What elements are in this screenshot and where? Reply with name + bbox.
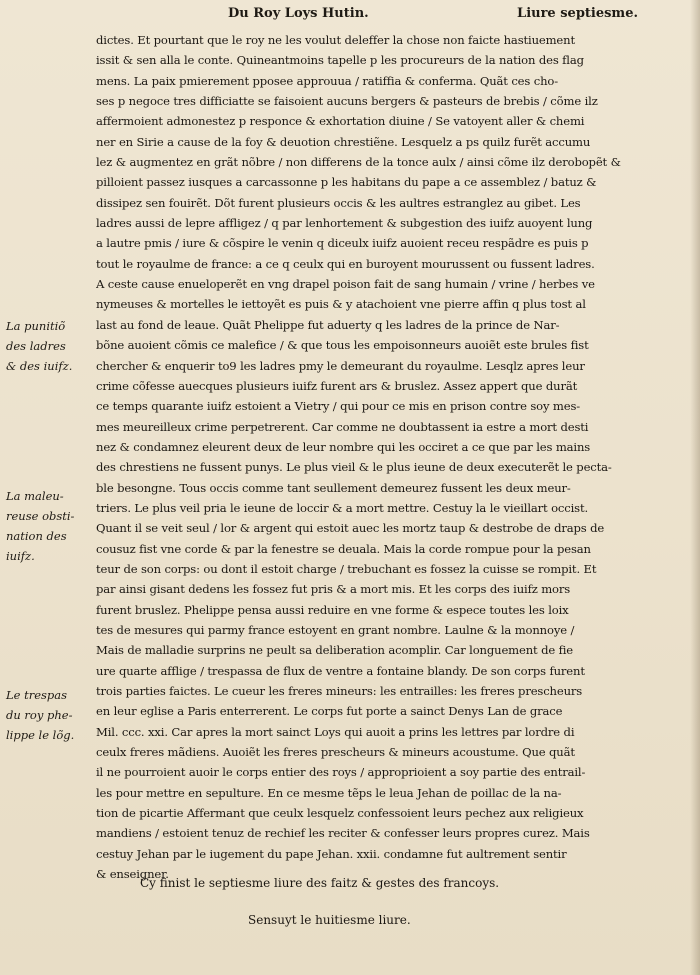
- running-head: [228, 6, 638, 24]
- margin-note-ladres: [6, 316, 90, 376]
- text-line: affermoient admonestez p responce & exhortation diuine / Se vatoyent aller & chemi: [96, 114, 585, 129]
- text-line: ble besongne. Tous occis comme tant seullement demeurez fussent les deux meur-: [96, 480, 571, 495]
- text-line: bõne auoient cõmis ce malefice / & que tous les empoisonneurs auoiẽt este brules fist: [96, 338, 589, 353]
- text-line: furent bruslez. Phelippe pensa aussi reduire en vne forme & espece toutes les loix: [96, 602, 569, 617]
- next-book-heading: Sensuyt le huitiesme liure.: [248, 913, 411, 927]
- text-line: ure quarte afflige / trespassa de flux de ventre a fontaine blandy. De son corps furent: [96, 663, 585, 678]
- text-line: lez & augmentez en grãt nõbre / non differens de la tonce aulx / ainsi cõme ilz derobopẽt &: [96, 155, 621, 170]
- margin-note-line: lippe le lõg.: [6, 728, 75, 742]
- margin-note-line: reuse obsti-: [6, 509, 75, 523]
- text-line: par ainsi gisant dedens les fossez fut pris & a mort mis. Et les corps des iuifz mors: [96, 582, 571, 597]
- closing-line: Cy finist le septiesme liure des faitz & gestes des francoys.: [140, 876, 500, 890]
- margin-note-line: iuifz.: [6, 549, 35, 563]
- text-line: ladres aussi de lepre affligez / q par lenhortement & subgestion des iuifz auoyent lung: [96, 216, 593, 231]
- text-line: pilloient passez iusques a carcassonne p les habitans du pape a ce assemblez / batuz &: [96, 175, 597, 190]
- text-line: nymeuses & mortelles le iettoyẽt es puis & y atachoient vne pierre affin q plus tost al: [96, 297, 586, 312]
- text-line: triers. Le plus veil pria le ieune de loccir & a mort mettre. Cestuy la le vieillart occist.: [96, 500, 588, 515]
- text-line: teur de son corps: ou dont il estoit charge / trebuchant es fossez la cuisse se rompit. Et: [96, 561, 597, 576]
- text-line: ce temps quarante iuifz estoient a Vietry / qui pour ce mis en prison contre soy mes-: [96, 399, 581, 414]
- text-line: a lautre pmis / iure & cõspire le venin q diceulx iuifz auoient receu respãdre es puis p: [96, 236, 589, 251]
- body-text: [96, 30, 658, 884]
- text-line: dictes. Et pourtant que le roy ne les voulut deleffer la chose non faicte hastiuement: [96, 33, 575, 47]
- text-line: il ne pourroient auoir le corps entier des roys / approprioient a soy partie des entrail-: [96, 765, 586, 780]
- text-line: en leur eglise a Paris enterrerent. Le corps fut porte a sainct Denys Lan de grace: [96, 704, 563, 719]
- margin-note-line: des ladres: [6, 339, 66, 353]
- text-line: Mil. ccc. xxi. Car apres la mort sainct Loys qui auoit a prins les lettres par lordre di: [96, 724, 575, 739]
- text-line: tion de picartie Affermant que ceulx lesquelz confessoient leurs pechez aux religieux: [96, 806, 584, 821]
- text-line: issit & sen alla le conte. Quineantmoins tapelle p les procureurs de la nation des flag: [96, 53, 584, 68]
- text-line: chercher & enquerir to9 les ladres pmy le demeurant du royaulme. Lesqlz apres leur: [96, 358, 585, 373]
- text-line: des chrestiens ne fussent punys. Le plus vieil & le plus ieune de deux executerẽt le pecta-: [96, 460, 612, 475]
- margin-note-line: nation des: [6, 529, 67, 543]
- text-line: cestuy Jehan par le iugement du pape Jehan. xxii. condamne fut aultrement sentir: [96, 846, 567, 861]
- text-line: & enseigner.: [96, 867, 169, 882]
- text-line: les pour mettre en sepulture. En ce mesme tẽps le leua Jehan de poillac de la na-: [96, 785, 562, 800]
- text-line: trois parties faictes. Le cueur les freres mineurs: les entrailles: les freres prescheurs: [96, 684, 583, 698]
- margin-note-line: La maleu-: [6, 489, 64, 503]
- margin-note-line: & des iuifz.: [6, 359, 73, 373]
- running-head-title: Du Roy Loys Hutin.: [228, 6, 369, 21]
- text-line: A ceste cause enueloperẽt en vng drapel poison fait de sang humain / vrine / herbes ve: [96, 277, 595, 292]
- text-line: dissipez sen fouirẽt. Dõt furent plusieurs occis & les aultres estranglez au gibet. Les: [96, 195, 581, 210]
- text-line: nez & condamnez eleurent deux de leur nombre qui les occiret a ce que par les mains: [96, 439, 591, 454]
- text-line: last au fond de leaue. Quãt Phelippe fut aduerty q les ladres de la prince de Nar-: [96, 317, 560, 332]
- text-line: ses p negoce tres difficiatte se faisoient aucuns bergers & pasteurs de brebis / cõme ilz: [96, 94, 598, 109]
- page-edge-shadow: [690, 0, 700, 975]
- margin-note-trespas: [6, 685, 90, 745]
- text-line: crime cõfesse auecques plusieurs iuifz furent ars & bruslez. Assez appert que durãt: [96, 378, 578, 393]
- text-line: cousuz fist vne corde & par la fenestre se deuala. Mais la corde rompue pour la pesan: [96, 541, 591, 556]
- margin-note-line: La punitiõ: [6, 319, 66, 333]
- text-line: ceulx freres mãdiens. Auoiẽt les freres prescheurs & mineurs acoustume. Que quãt: [96, 745, 575, 760]
- margin-note-line: Le trespas: [6, 688, 68, 702]
- margin-note-iuifz: [6, 486, 90, 566]
- text-line: tout le royaulme de france: a ce q ceulx qui en buroyent mourussent ou fussent ladres.: [96, 256, 595, 271]
- text-line: mens. La paix pmierement pposee approuua / ratiffia & conferma. Quãt ces cho-: [96, 73, 558, 88]
- text-line: Mais de malladie surprins ne peult sa deliberation acomplir. Car longuement de fie: [96, 643, 573, 658]
- margin-note-line: du roy phe-: [6, 708, 73, 722]
- text-line: ner en Sirie a cause de la foy & deuotion chrestiẽne. Lesquelz a ps quilz furẽt accumu: [96, 134, 591, 149]
- running-head-book: Liure septiesme.: [517, 6, 638, 21]
- text-line: mes meureilleux crime perpetrerent. Car comme ne doubtassent ia estre a mort desti: [96, 419, 589, 434]
- text-line: mandiens / estoient tenuz de rechief les reciter & confesser leurs propres curez. Mais: [96, 826, 590, 841]
- text-line: Quant il se veit seul / lor & argent qui estoit auec les mortz taup & destrobe de draps de: [96, 521, 605, 536]
- text-line: tes de mesures qui parmy france estoyent en grant nombre. Laulne & la monnoye /: [96, 622, 575, 637]
